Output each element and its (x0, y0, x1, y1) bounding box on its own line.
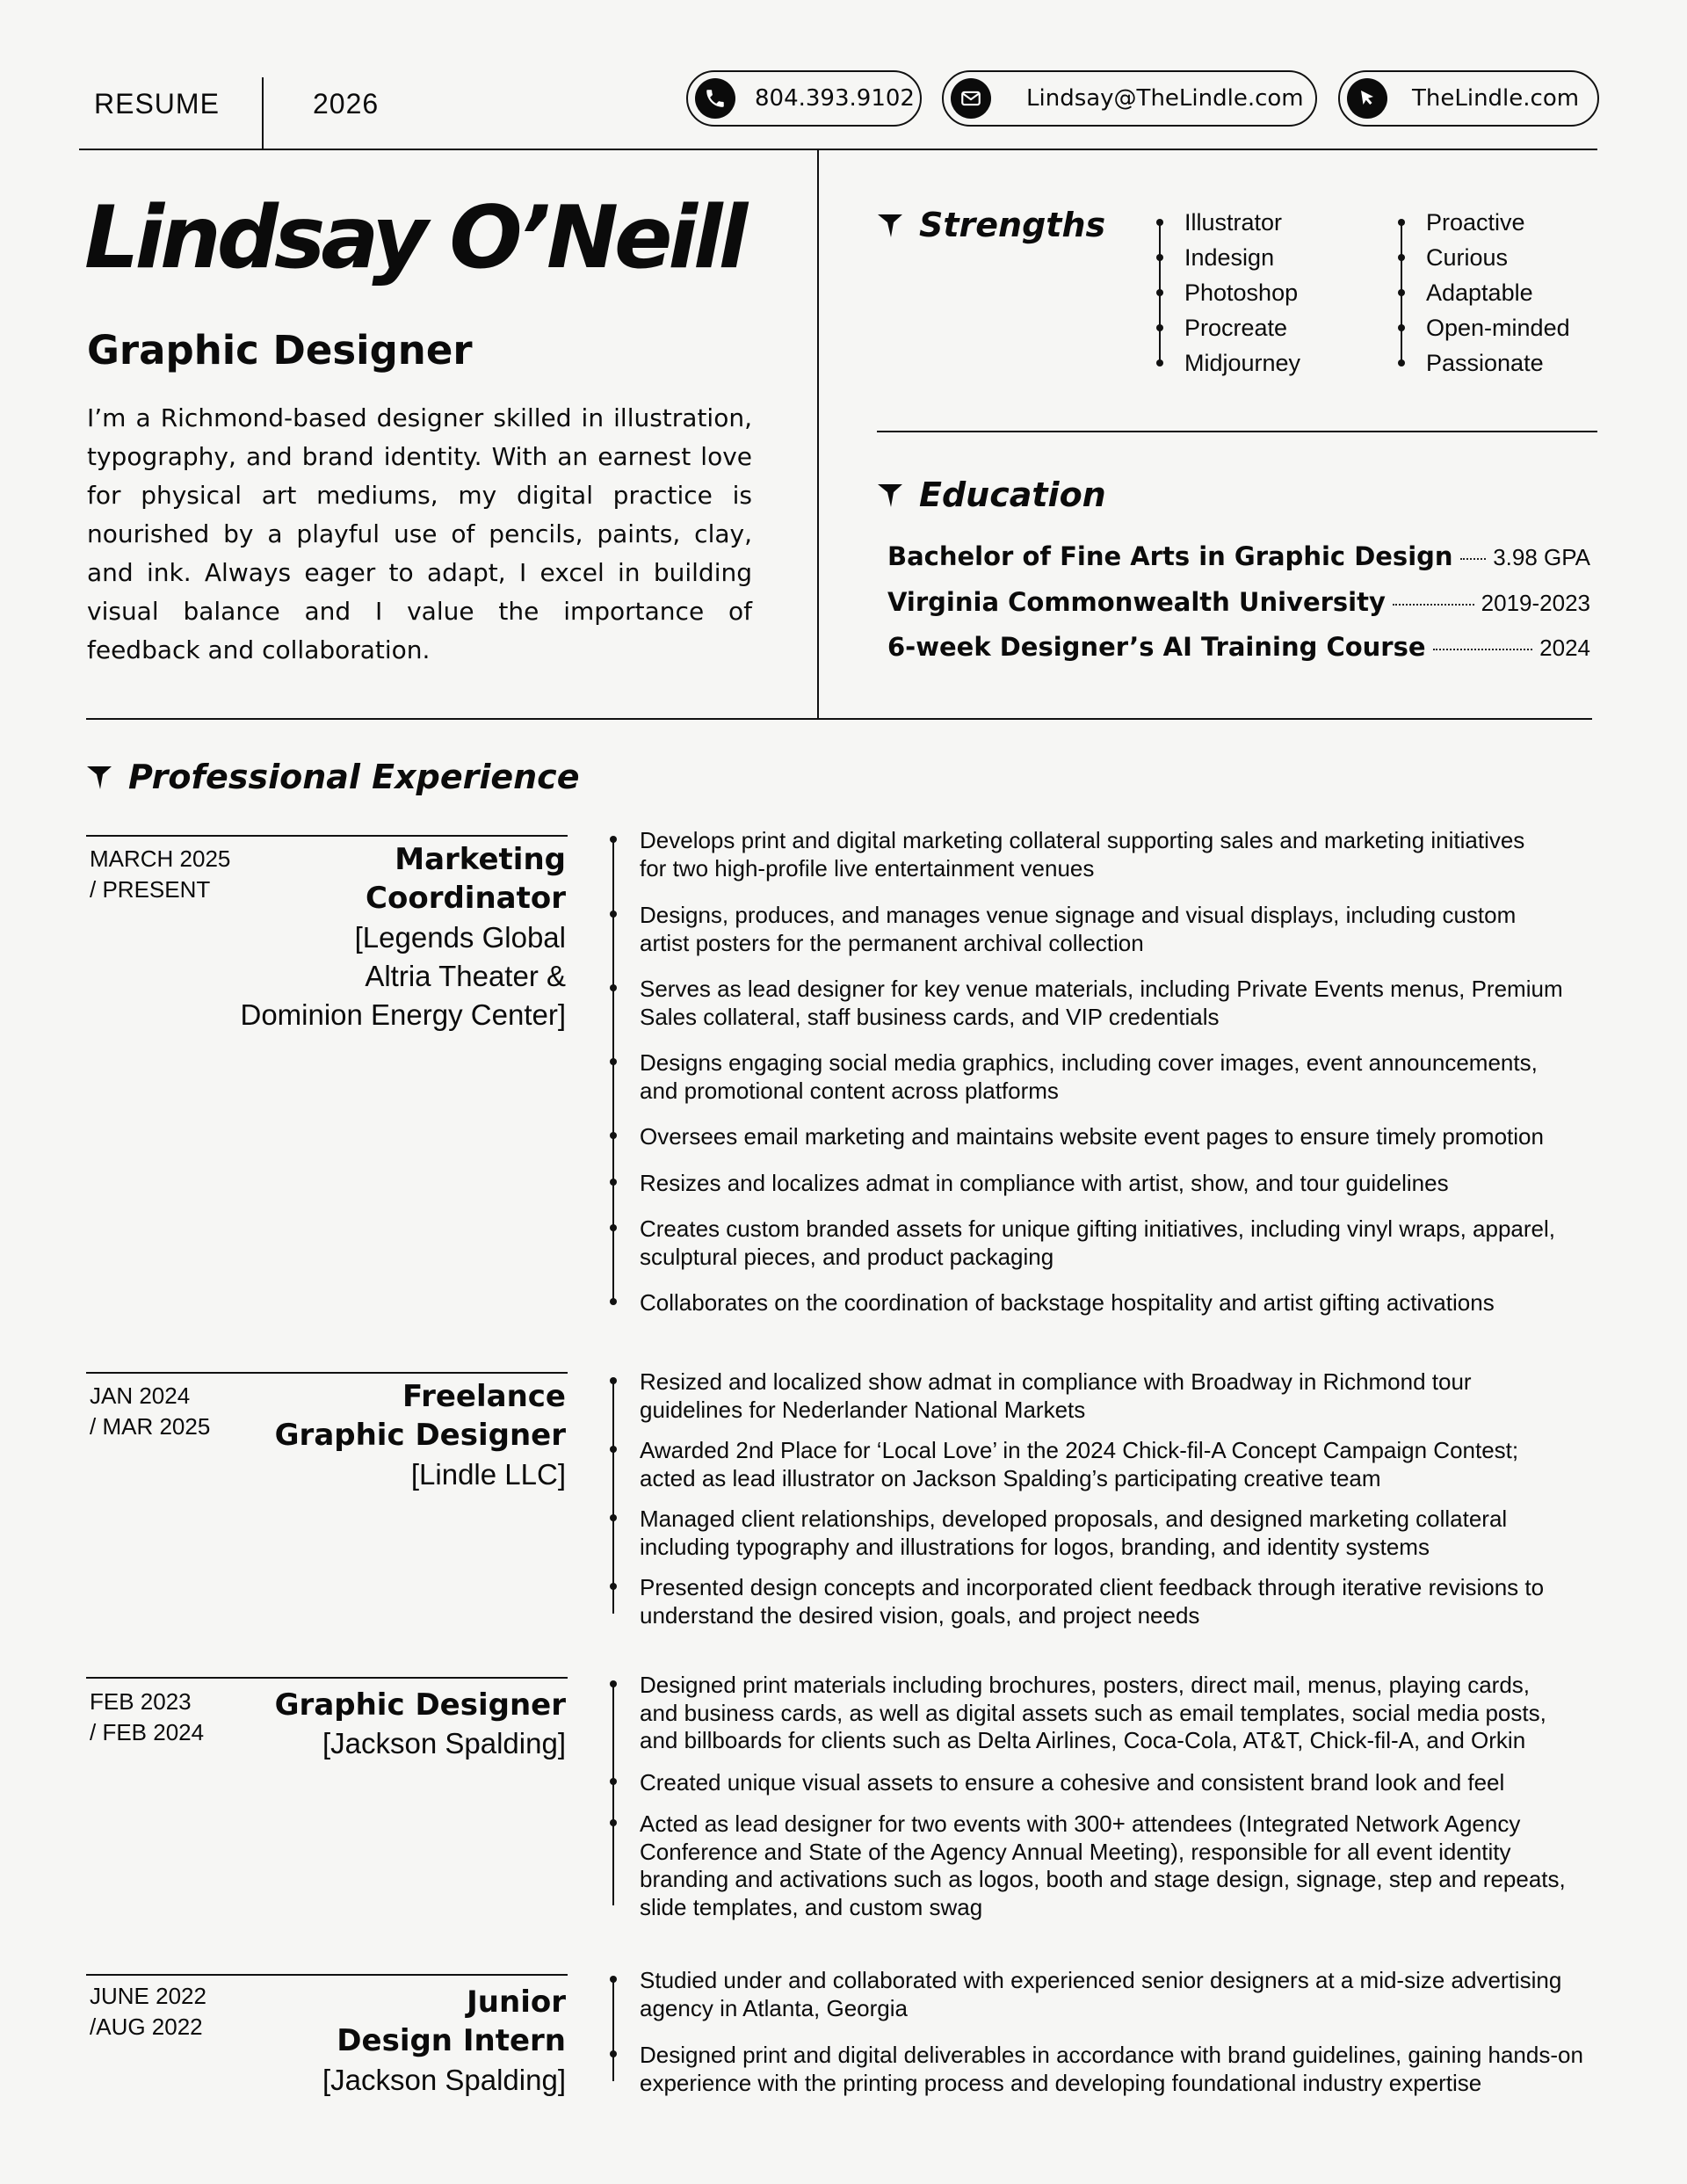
list-item: Collaborates on the coordination of backstage hospitality and artist gifting activations (603, 1289, 1563, 1317)
job-rule (86, 1974, 568, 1976)
phone-icon (695, 78, 735, 119)
column-divider (817, 149, 819, 719)
list-item: Midjourney (1156, 348, 1300, 383)
education-name: Bachelor of Fine Arts in Graphic Design (887, 541, 1453, 571)
education-row (887, 632, 1590, 662)
education-heading-text: Education (919, 475, 1106, 514)
job-company (411, 1455, 566, 1494)
list-item: Curious (1398, 243, 1570, 278)
list-item: Develops print and digital marketing collateral supporting sales and marketing initiatives for two high-profile live entertainment venues (603, 827, 1563, 882)
job-bullets (603, 1368, 1544, 1629)
job-company (240, 918, 566, 1034)
job-start-date: JAN 2024 (90, 1382, 191, 1409)
dot-leader (1393, 604, 1474, 606)
job-start-date: FEB 2023 (90, 1688, 192, 1715)
email-contact-pill[interactable] (942, 70, 1317, 127)
flag-icon (877, 482, 903, 508)
job-company-line: Dominion Energy Center] (240, 998, 566, 1031)
header-divider (262, 77, 264, 149)
job-title-line: Design Intern (337, 2023, 566, 2058)
job-company-line: [Jackson Spalding] (322, 2064, 566, 2096)
phone-number: 804.393.9102 (755, 85, 915, 112)
education-name: 6-week Designer’s AI Training Course (887, 632, 1426, 662)
job-end-date: / MAR 2025 (90, 1413, 211, 1440)
candidate-name: Lindsay O’Neill (84, 188, 744, 288)
list-item: Photoshop (1156, 278, 1300, 313)
list-item: Designed print and digital deliverables in accordance with brand guidelines, gaining hands-on experience with the printing process and developing foundational industry expertise (603, 2042, 1583, 2097)
phone-contact-pill[interactable] (686, 70, 922, 127)
list-item: Resizes and localizes admat in compliance with artist, show, and tour guidelines (603, 1170, 1563, 1198)
job-bullets (603, 827, 1563, 1317)
strengths-rule (877, 431, 1597, 432)
job-company-line: [Jackson Spalding] (322, 1727, 566, 1760)
job-title (337, 1983, 566, 2060)
list-item: Designs engaging social media graphics, including cover images, event announcements, and promotional content across platforms (603, 1049, 1563, 1105)
list-item: Serves as lead designer for key venue materials, including Private Events menus, Premium Sales collateral, staff business cards, and VIP credentials (603, 976, 1563, 1031)
list-item: Designed print materials including brochures, posters, direct mail, menus, playing cards, and business cards, as well as digital assets such as email templates, social media posts, and billboards for clients such as Delta Airlines, Coca-Cola, AT&T, Chick-fil-A, and Orkin (603, 1672, 1566, 1755)
job-title (275, 1686, 566, 1724)
resume-label: RESUME (94, 88, 220, 120)
experience-heading-text: Professional Experience (128, 758, 580, 796)
job-rule (86, 1372, 568, 1374)
flag-icon (86, 764, 112, 790)
cursor-icon (1347, 78, 1387, 119)
education-value: 2019-2023 (1481, 590, 1590, 616)
list-item: Procreate (1156, 313, 1300, 348)
email-address: Lindsay@TheLindle.com (1026, 85, 1304, 112)
education-name: Virginia Commonwealth University (887, 587, 1386, 617)
education-row (887, 587, 1590, 617)
list-item: Creates custom branded assets for unique gifting initiatives, including vinyl wraps, apparel, sculptural pieces, and product packaging (603, 1215, 1563, 1271)
job-title (275, 1377, 566, 1455)
list-item: Awarded 2nd Place for ‘Local Love’ in the 2024 Chick-fil-A Concept Campaign Contest; acted as lead illustrator on Jackson Spalding’s participating creative team (603, 1437, 1544, 1492)
job-end-date: / PRESENT (90, 876, 211, 903)
job-start-date: JUNE 2022 (90, 1983, 206, 2009)
job-title-line: Graphic Designer (274, 1418, 566, 1453)
list-item: Created unique visual assets to ensure a cohesive and consistent brand look and feel (603, 1769, 1566, 1797)
job-title-line: Graphic Designer (274, 1687, 566, 1723)
education-value: 2024 (1539, 635, 1590, 661)
job-title-line: Freelance (402, 1379, 566, 1414)
job-end-date: / FEB 2024 (90, 1719, 205, 1745)
list-item: Adaptable (1398, 278, 1570, 313)
job-start-date: MARCH 2025 (90, 845, 231, 872)
list-item: Presented design concepts and incorporated client feedback through iterative revisions to understand the desired vision, goals, and project needs (603, 1574, 1544, 1629)
job-rule (86, 1677, 568, 1679)
job-company-line: [Lindle LLC] (410, 1458, 566, 1491)
list-item: Proactive (1398, 207, 1570, 243)
list-item: Acted as lead designer for two events with 300+ attendees (Integrated Network Agency Conference and State of the Agency Annual Meeting), responsible for all event identity branding and activations such as logos, booth and stage design, signage, step and repeats, slide templates, and custom swag (603, 1810, 1566, 1921)
dot-leader (1433, 649, 1533, 650)
job-bullets (603, 1967, 1583, 2097)
job-dates (90, 1381, 210, 1442)
header-rule (79, 149, 1597, 150)
dot-leader (1460, 558, 1487, 560)
job-company-line: [Legends Global (354, 921, 566, 954)
job-dates (90, 1687, 204, 1748)
skills-list (1156, 207, 1300, 383)
list-item: Managed client relationships, developed proposals, and designed marketing collateral including typography and illustrations for logos, branding, and identity systems (603, 1506, 1544, 1561)
list-item: Illustrator (1156, 207, 1300, 243)
job-end-date: /AUG 2022 (90, 2013, 203, 2040)
education-row (887, 541, 1590, 571)
mail-icon (951, 78, 991, 119)
job-company (322, 1724, 566, 1763)
list-item: Resized and localized show admat in compliance with Broadway in Richmond tour guidelines for Nederlander National Markets (603, 1368, 1544, 1424)
list-item: Studied under and collaborated with experienced senior designers at a mid-size advertising agency in Atlanta, Georgia (603, 1967, 1583, 2022)
section-rule (86, 718, 1592, 720)
traits-list (1398, 207, 1570, 383)
list-item: Open-minded (1398, 313, 1570, 348)
job-dates (90, 844, 230, 905)
strengths-heading-text: Strengths (919, 206, 1106, 244)
list-item: Oversees email marketing and maintains website event pages to ensure timely promotion (603, 1123, 1563, 1151)
job-title-line: Junior (467, 1984, 566, 2020)
website-url: TheLindle.com (1412, 85, 1580, 112)
education-heading (877, 475, 1106, 514)
job-title (366, 840, 566, 918)
list-item: Passionate (1398, 348, 1570, 383)
job-company-line: Altria Theater & (365, 960, 566, 992)
intro-paragraph: I’m a Richmond-based designer skilled in illustration, typography, and brand identity. With an earnest love for physical art mediums, my digital practice is nourished by a playful use of pencils, paints, clay, and ink. Always eager to adapt, I excel in building visual balance and I value the importance of feedback and collaboration. (87, 403, 752, 664)
candidate-title: Graphic Designer (87, 327, 473, 374)
resume-year: 2026 (313, 88, 380, 120)
website-contact-pill[interactable] (1338, 70, 1599, 127)
job-rule (86, 835, 568, 837)
strengths-heading (877, 206, 1105, 244)
experience-heading (86, 758, 579, 796)
flag-icon (877, 212, 903, 238)
education-value: 3.98 GPA (1493, 544, 1590, 570)
job-bullets (603, 1672, 1566, 1921)
list-item: Indesign (1156, 243, 1300, 278)
list-item: Designs, produces, and manages venue signage and visual displays, including custom artist posters for the permanent archival collection (603, 902, 1563, 957)
job-company (322, 2061, 566, 2100)
job-title-line: Marketing (395, 842, 566, 877)
job-title-line: Coordinator (366, 881, 566, 916)
job-dates (90, 1981, 206, 2043)
